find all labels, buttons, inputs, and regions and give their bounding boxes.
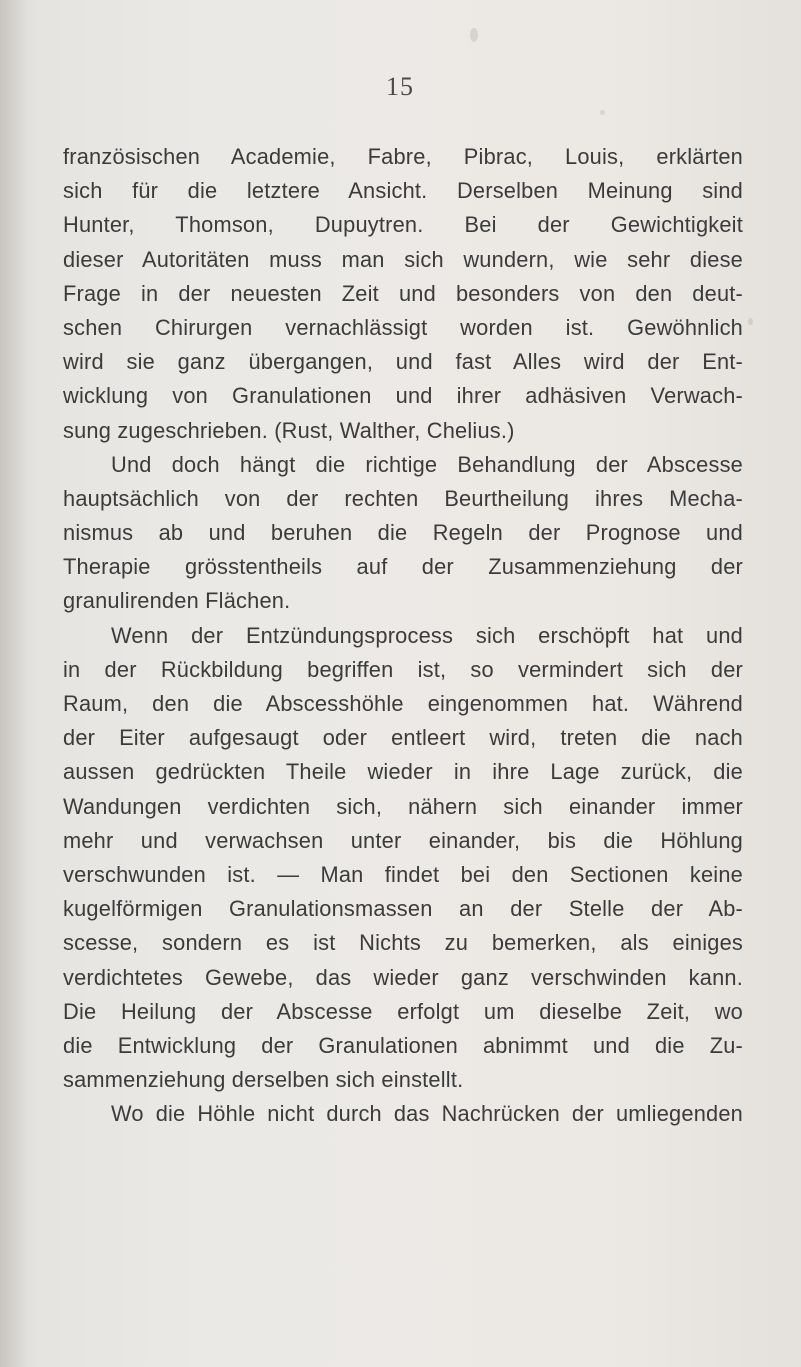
- text-line: sich für die letztere Ansicht. Derselben Meinung sind: [63, 178, 743, 204]
- text-line: kugelförmigen Granulationsmassen an der Stelle der Ab-: [63, 896, 743, 922]
- page-gutter-shadow: [0, 0, 28, 1367]
- text-line: hauptsächlich von der rechten Beurtheilung ihres Mecha-: [63, 485, 743, 511]
- text-line: Die Heilung der Abscesse erfolgt um dieselbe Zeit, wo: [63, 998, 743, 1024]
- paragraph-start-line: Und doch hängt die richtige Behandlung der Abscesse: [111, 451, 743, 477]
- text-line: verschwunden ist. — Man findet bei den Sectionen keine: [63, 861, 743, 887]
- paragraph-start-line: Wo die Höhle nicht durch das Nachrücken der umliegenden: [111, 1101, 743, 1127]
- text-line: Hunter, Thomson, Dupuytren. Bei der Gewichtigkeit: [63, 212, 743, 238]
- paper-stain: [748, 318, 753, 325]
- text-line: aussen gedrückten Theile wieder in ihre Lage zurück, die: [63, 759, 743, 785]
- page-number: 15: [386, 72, 414, 101]
- text-line: der Eiter aufgesaugt oder entleert wird, treten die nach: [63, 725, 743, 751]
- text-line: wicklung von Granulationen und ihrer adhäsiven Verwach-: [63, 383, 743, 409]
- text-line: granulirenden Flächen.: [63, 588, 291, 614]
- text-line: die Entwicklung der Granulationen abnimmt und die Zu-: [63, 1032, 743, 1058]
- text-line: wird sie ganz übergangen, und fast Alles wird der Ent-: [63, 349, 743, 375]
- text-line: in der Rückbildung begriffen ist, so vermindert sich der: [63, 656, 743, 682]
- text-line: schen Chirurgen vernachlässigt worden ist. Gewöhnlich: [63, 314, 743, 340]
- text-line: sung zugeschrieben. (Rust, Walther, Chelius.): [63, 417, 515, 443]
- text-line: scesse, sondern es ist Nichts zu bemerken, als einiges: [63, 930, 743, 956]
- text-line: Wandungen verdichten sich, nähern sich einander immer: [63, 793, 743, 819]
- text-line: verdichtetes Gewebe, das wieder ganz verschwinden kann.: [63, 964, 743, 990]
- body-text: [63, 140, 743, 1131]
- paper-stain: [470, 28, 478, 42]
- text-line: Therapie grösstentheils auf der Zusammenziehung der: [63, 554, 743, 580]
- text-line: sammenziehung derselben sich einstellt.: [63, 1067, 464, 1093]
- text-line: Raum, den die Abscesshöhle eingenommen hat. Während: [63, 691, 743, 716]
- paper-stain: [600, 110, 605, 115]
- text-line: mehr und verwachsen unter einander, bis die Höhlung: [63, 827, 743, 853]
- text-line: nismus ab und beruhen die Regeln der Prognose und: [63, 520, 743, 546]
- text-line: französischen Academie, Fabre, Pibrac, Louis, erklärten: [63, 144, 743, 169]
- text-line: Frage in der neuesten Zeit und besonders von den deut-: [63, 280, 743, 306]
- text-line: dieser Autoritäten muss man sich wundern, wie sehr diese: [63, 246, 743, 272]
- paragraph-start-line: Wenn der Entzündungsprocess sich erschöpft hat und: [111, 622, 743, 648]
